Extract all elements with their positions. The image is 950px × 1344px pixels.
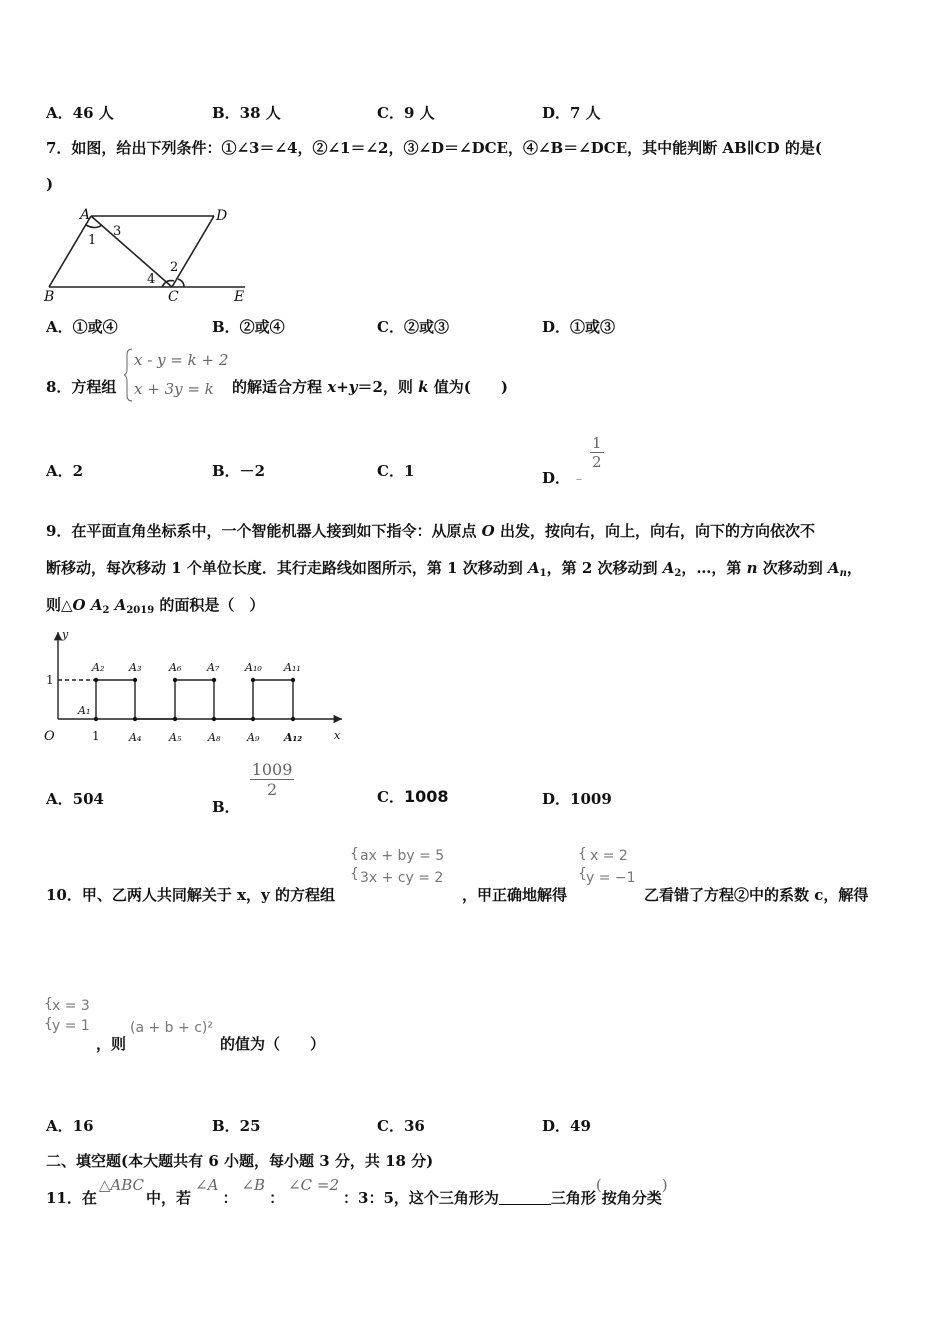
label-a8: A₈ xyxy=(208,731,221,744)
label-a: A xyxy=(80,207,91,223)
point-a1 xyxy=(94,717,98,721)
label-b: B xyxy=(44,289,55,305)
label-2: 2 xyxy=(170,260,179,275)
q10-option-c: C．36 xyxy=(377,1117,425,1135)
q10-sol-a-eq2: y = −1 xyxy=(586,870,636,886)
q10-option-d: D．49 xyxy=(542,1117,591,1135)
point-a2 xyxy=(94,678,98,682)
line-ac xyxy=(91,216,172,287)
label-3: 3 xyxy=(113,224,122,239)
q10-sol-b-eq1: x = 3 xyxy=(52,998,90,1014)
q8-eq2: x + 3y = k xyxy=(134,380,214,398)
q6-option-c: C．9 人 xyxy=(377,104,435,122)
q7-option-d: D．①或③ xyxy=(542,318,616,336)
q9-option-c: C．1008 xyxy=(377,787,449,806)
q10-sys-eq1: ax + by = 5 xyxy=(360,848,445,864)
label-d: D xyxy=(216,208,228,224)
q10-then: ，则 xyxy=(96,1035,127,1053)
point-a10 xyxy=(251,678,255,682)
section-heading: 二、填空题(本大题共有 6 小题，每小题 3 分，共 18 分) xyxy=(46,1152,434,1170)
point-a9 xyxy=(251,717,255,721)
q10-prefix: 10．甲、乙两人共同解关于 x，y 的方程组 xyxy=(46,886,335,904)
q10-solution-a: { { x = 2 y = −1 xyxy=(578,846,636,886)
label-4: 4 xyxy=(147,272,156,287)
q10-expression: (a + b + c)² xyxy=(130,1020,213,1036)
q9-option-a: A．504 xyxy=(46,790,104,808)
line-dc xyxy=(172,216,214,287)
q8-suffix: 的解适合方程 x+y＝2，则 k 值为( ) xyxy=(232,378,508,396)
q8-prefix: 8．方程组 xyxy=(46,378,117,396)
q7-question-close: ) xyxy=(46,175,54,193)
point-a7 xyxy=(212,678,216,682)
label-a7: A₇ xyxy=(207,661,220,674)
q8-option-c: C．1 xyxy=(377,462,415,480)
q6-option-b: B．38 人 xyxy=(212,104,281,122)
q8-option-b: B．－2 xyxy=(212,462,266,480)
label-e: E xyxy=(234,289,245,305)
q7-geometry-figure xyxy=(40,205,260,305)
label-a11: A₁₁ xyxy=(284,661,301,674)
angle-mark-2 xyxy=(178,279,184,287)
point-a8 xyxy=(212,717,216,721)
angle-mark-1 xyxy=(86,225,102,228)
point-a3 xyxy=(133,678,137,682)
answer-blank[interactable] xyxy=(499,1190,551,1205)
point-a12 xyxy=(291,717,295,721)
q10-sol-a-eq1: x = 2 xyxy=(590,848,628,864)
label-a5: A₅ xyxy=(169,731,182,744)
label-a2: A₂ xyxy=(92,661,105,674)
label-a9: A₉ xyxy=(247,731,260,744)
label-1: 1 xyxy=(88,233,97,248)
q10-option-a: A．16 xyxy=(46,1117,94,1135)
q10-option-b: B．25 xyxy=(212,1117,261,1135)
q10-equation-system: { { ax + by = 5 3x + cy = 2 xyxy=(350,846,445,886)
point-a11 xyxy=(291,678,295,682)
q9-path-figure xyxy=(40,626,350,748)
label-a10: A₁₀ xyxy=(245,661,262,674)
q9-option-d: D．1009 xyxy=(542,790,612,808)
q10-tail: 的值为（ ） xyxy=(220,1035,326,1053)
q9-line-1: 9．在平面直角坐标系中，一个智能机器人接到如下指令：从原点 O 出发，按向右，向上，向右，向下的方向依次不 xyxy=(46,522,815,540)
q11-question: 11．在△ABC中，若∠A：∠B：∠C =2：3：5，这个三角形为 三角形(按角分类) xyxy=(46,1176,668,1207)
label-y: y xyxy=(62,628,69,641)
q10-mid: ，甲正确地解得 xyxy=(462,886,568,904)
q6-option-d: D．7 人 xyxy=(542,104,601,122)
brace-icon xyxy=(124,347,134,403)
q10-sys-eq2: 3x + cy = 2 xyxy=(360,870,444,886)
q10-sol-b-eq2: y = 1 xyxy=(52,1018,90,1034)
label-y-one: 1 xyxy=(46,673,54,687)
label-c: C xyxy=(168,289,179,305)
q9-line-3: 则△O $A_2$ $A_{2019}$ 的面积是（ ） xyxy=(46,596,265,616)
label-x-one: 1 xyxy=(92,729,100,743)
label-a3: A₃ xyxy=(129,661,142,674)
q8-option-a: A．2 xyxy=(46,462,84,480)
line-ab xyxy=(49,216,91,287)
q7-option-a: A．①或④ xyxy=(46,318,118,336)
q8-eq1: x - y = k + 2 xyxy=(134,351,229,369)
robot-path xyxy=(96,680,293,719)
q7-option-c: C．②或③ xyxy=(377,318,449,336)
point-a4 xyxy=(133,717,137,721)
label-x: x xyxy=(334,729,341,742)
q8-equation-system xyxy=(124,347,229,403)
q10-suffix: 乙看错了方程②中的系数 c，解得 xyxy=(644,886,869,904)
label-a6: A₆ xyxy=(169,661,182,674)
label-a1: A₁ xyxy=(78,704,91,717)
q8-option-d: D． ﹣ $\frac{1}{2}$ xyxy=(542,434,602,487)
q9-option-b: B． $\frac{1009}{2}$ xyxy=(212,760,293,816)
q7-question-text: 7．如图，给出下列条件：①∠3＝∠4，②∠1＝∠2，③∠D＝∠DCE，④∠B＝∠DCE，其中能判断 AB∥CD 的是( xyxy=(46,139,822,157)
label-origin: O xyxy=(44,729,55,744)
q9-line-2: 断移动，每次移动 1 个单位长度．其行走路线如图所示，第 1 次移动到 $A_1$，第 2 次移动到 $A_2$，…，第 n 次移动到 $A_n$， xyxy=(46,559,862,579)
label-a4: A₄ xyxy=(129,731,142,744)
q6-option-a: A．46 人 xyxy=(46,104,114,122)
point-a5 xyxy=(173,717,177,721)
label-a12: A₁₂ xyxy=(284,731,303,744)
q7-option-b: B．②或④ xyxy=(212,318,285,336)
point-a6 xyxy=(173,678,177,682)
q10-solution-b: { { x = 3 y = 1 xyxy=(44,996,90,1034)
